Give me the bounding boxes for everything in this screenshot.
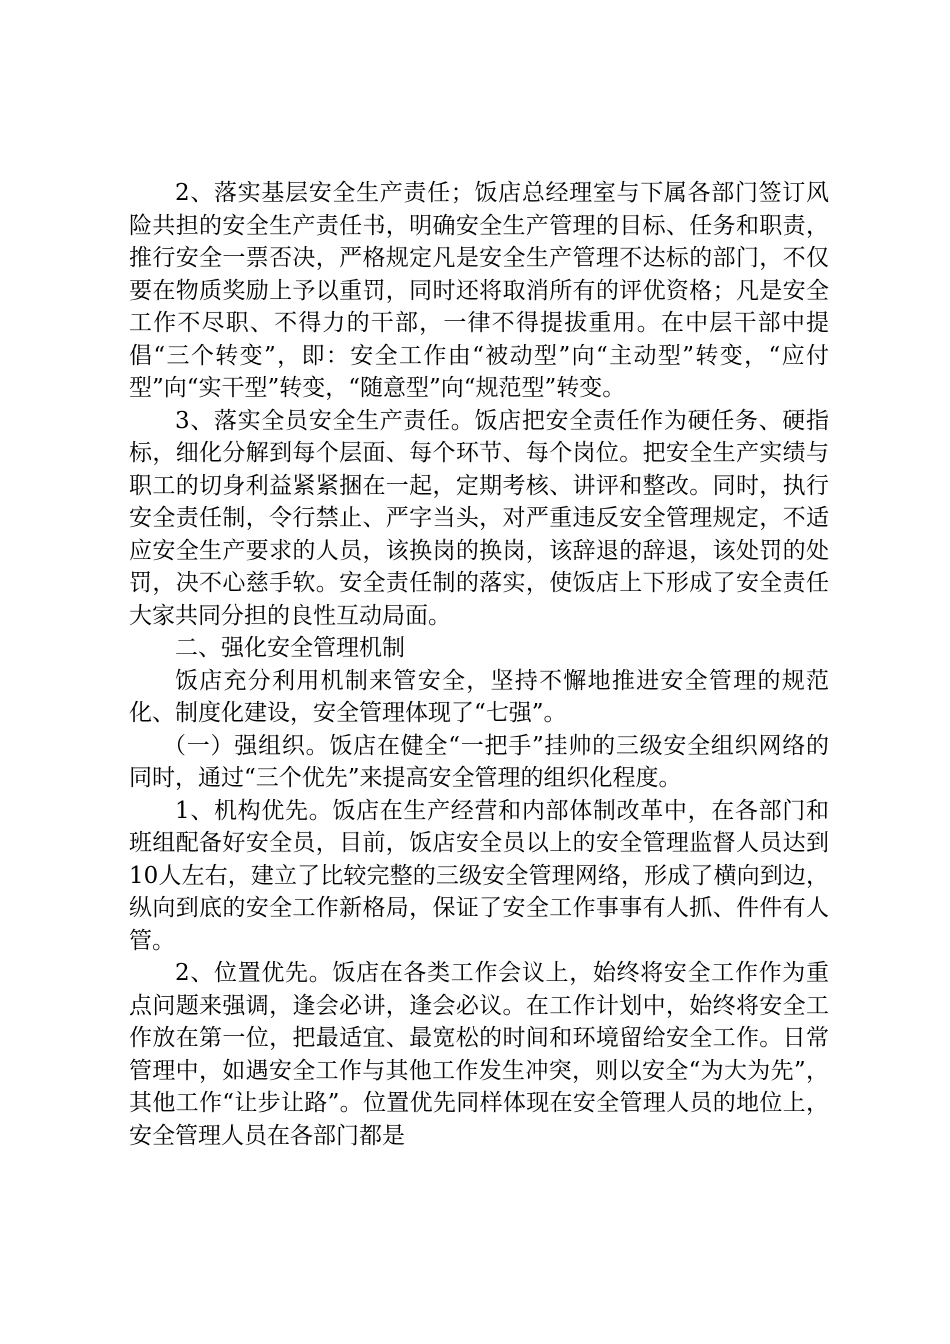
document-body bbox=[129, 177, 829, 1152]
paragraph-strong-organization: （一）强组织。饭店在健全“一把手”挂帅的三级安全组织网络的同时，通过“三个优先”来提高安全管理的组织化程度。 bbox=[129, 732, 829, 791]
paragraph-all-staff-responsibility: 3、落实全员安全生产责任。饭店把安全责任作为硬任务、硬指标，细化分解到每个层面、每个环节、每个岗位。把安全生产实绩与职工的切身利益紧紧捆在一起，定期考核、讲评和整改。同时，执行安全责任制，令行禁止、严字当头，对严重违反安全管理规定，不适应安全生产要求的人员，该换岗的换岗，该辞退的辞退，该处罚的处罚，决不心慈手软。安全责任制的落实，使饭店上下形成了安全责任大家共同分担的良性互动局面。 bbox=[129, 407, 829, 629]
paragraph-organization-priority: 1、机构优先。饭店在生产经营和内部体制改革中，在各部门和班组配备好安全员，目前，饭店安全员以上的安全管理监督人员达到10人左右，建立了比较完整的三级安全管理网络，形成了横向到边，纵向到底的安全工作新格局，保证了安全工作事事有人抓、件件有人管。 bbox=[129, 797, 829, 954]
paragraph-position-priority: 2、位置优先。饭店在各类工作会议上，始终将安全工作作为重点问题来强调，逢会必讲，逢会必议。在工作计划中，始终将安全工作放在第一位，把最适宜、最宽松的时间和环境留给安全工作。日常管理中，如遇安全工作与其他工作发生冲突，则以安全“为大为先”，其他工作“让步让路”。位置优先同样体现在安全管理人员的地位上，安全管理人员在各部门都是 bbox=[129, 960, 829, 1149]
section-heading-mechanism: 二、强化安全管理机制 bbox=[175, 635, 405, 661]
paragraph-grassroots-responsibility: 2、落实基层安全生产责任；饭店总经理室与下属各部门签订风险共担的安全生产责任书，明确安全生产管理的目标、任务和职责，推行安全一票否决，严格规定凡是安全生产管理不达标的部门，不仅要在物质奖励上予以重罚，同时还将取消所有的评优资格；凡是安全工作不尽职、不得力的干部，一律不得提拔重用。在中层干部中提倡“三个转变”，即：安全工作由“被动型”向“主动型”转变，“应付型”向“实干型”转变，“随意型”向“规范型”转变。 bbox=[129, 180, 829, 401]
paragraph-mechanism-intro: 饭店充分利用机制来管安全，坚持不懈地推进安全管理的规范化、制度化建设，安全管理体现了“七强”。 bbox=[129, 667, 829, 726]
